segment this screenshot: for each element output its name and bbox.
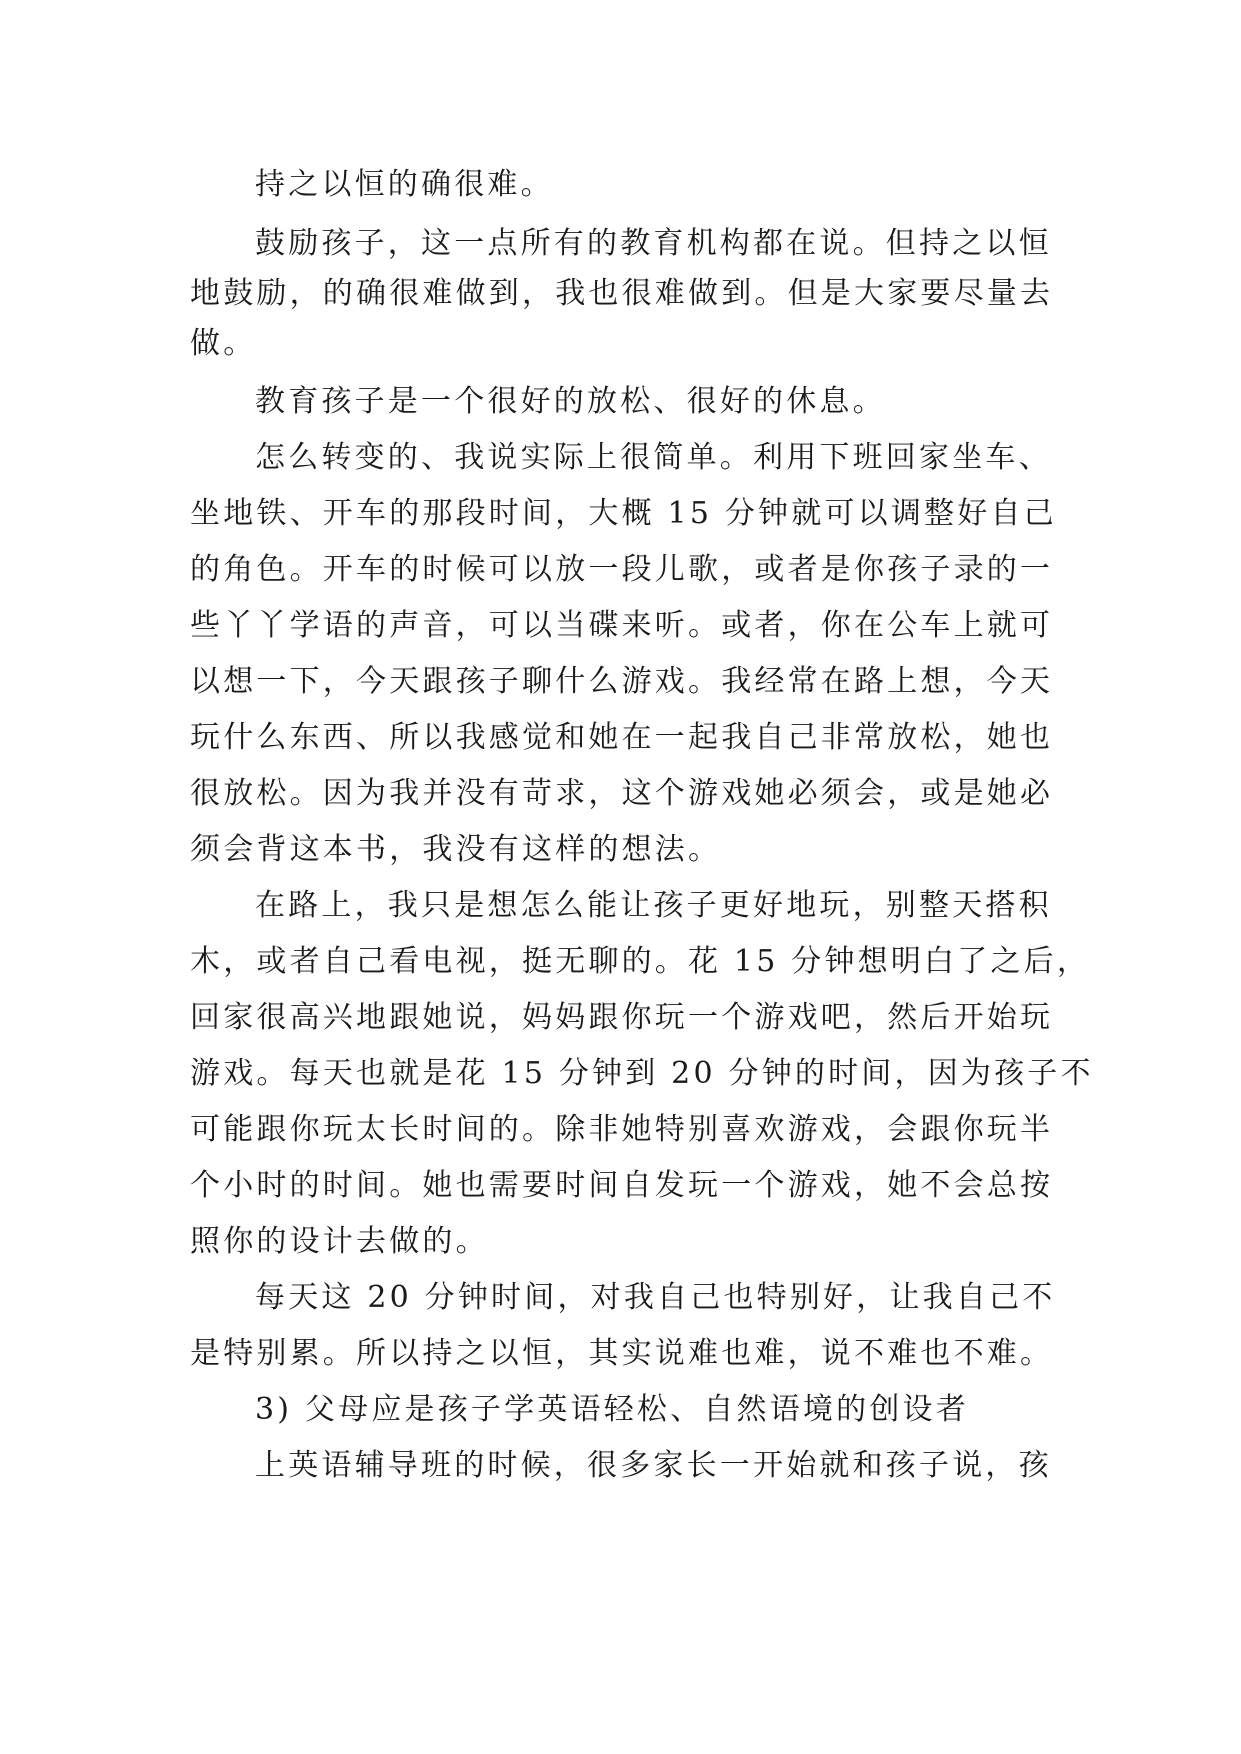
text-line: 照你的设计去做的。 (190, 1224, 489, 1259)
paragraph-start-line: 怎么转变的、我说实际上很简单。利用下班回家坐车、 (255, 440, 1052, 475)
text-line: 游戏。每天也就是花 15 分钟到 20 分钟的时间，因为孩子不 (190, 1056, 1094, 1091)
paragraph-start-line: 鼓励孩子，这一点所有的教育机构都在说。但持之以恒 (255, 226, 1052, 261)
text-line: 回家很高兴地跟她说，妈妈跟你玩一个游戏吧，然后开始玩 (190, 1000, 1054, 1035)
text-line: 以想一下，今天跟孩子聊什么游戏。我经常在路上想，今天 (190, 664, 1054, 699)
text-line: 可能跟你玩太长时间的。除非她特别喜欢游戏，会跟你玩半 (190, 1112, 1054, 1147)
text-line: 个小时的时间。她也需要时间自发玩一个游戏，她不会总按 (190, 1168, 1054, 1203)
text-line: 木，或者自己看电视，挺无聊的。花 15 分钟想明白了之后， (190, 944, 1091, 979)
text-line: 做。 (190, 326, 257, 361)
section-heading: 3) 父母应是孩子学英语轻松、自然语境的创设者 (255, 1392, 969, 1427)
text-line: 玩什么东西、所以我感觉和她在一起我自己非常放松，她也 (190, 720, 1054, 755)
text-line: 是特别累。所以持之以恒，其实说难也难，说不难也不难。 (190, 1336, 1054, 1371)
paragraph-start-line: 上英语辅导班的时候，很多家长一开始就和孩子说，孩 (255, 1448, 1052, 1483)
paragraph-start-line: 教育孩子是一个很好的放松、很好的休息。 (255, 384, 886, 419)
text-line: 的角色。开车的时候可以放一段儿歌，或者是你孩子录的一 (190, 552, 1054, 587)
paragraph-start-line: 每天这 20 分钟时间，对我自己也特别好，让我自己不 (255, 1280, 1056, 1315)
paragraph-start-line: 在路上，我只是想怎么能让孩子更好地玩，别整天搭积 (255, 888, 1052, 923)
text-line: 须会背这本书，我没有这样的想法。 (190, 832, 722, 867)
text-line: 很放松。因为我并没有苛求，这个游戏她必须会，或是她必 (190, 776, 1054, 811)
text-line: 坐地铁、开车的那段时间，大概 15 分钟就可以调整好自己 (190, 496, 1057, 531)
text-line: 些丫丫学语的声音，可以当碟来听。或者，你在公车上就可 (190, 608, 1054, 643)
text-line: 持之以恒的确很难。 (255, 167, 554, 202)
text-line: 地鼓励，的确很难做到，我也很难做到。但是大家要尽量去 (190, 276, 1054, 311)
